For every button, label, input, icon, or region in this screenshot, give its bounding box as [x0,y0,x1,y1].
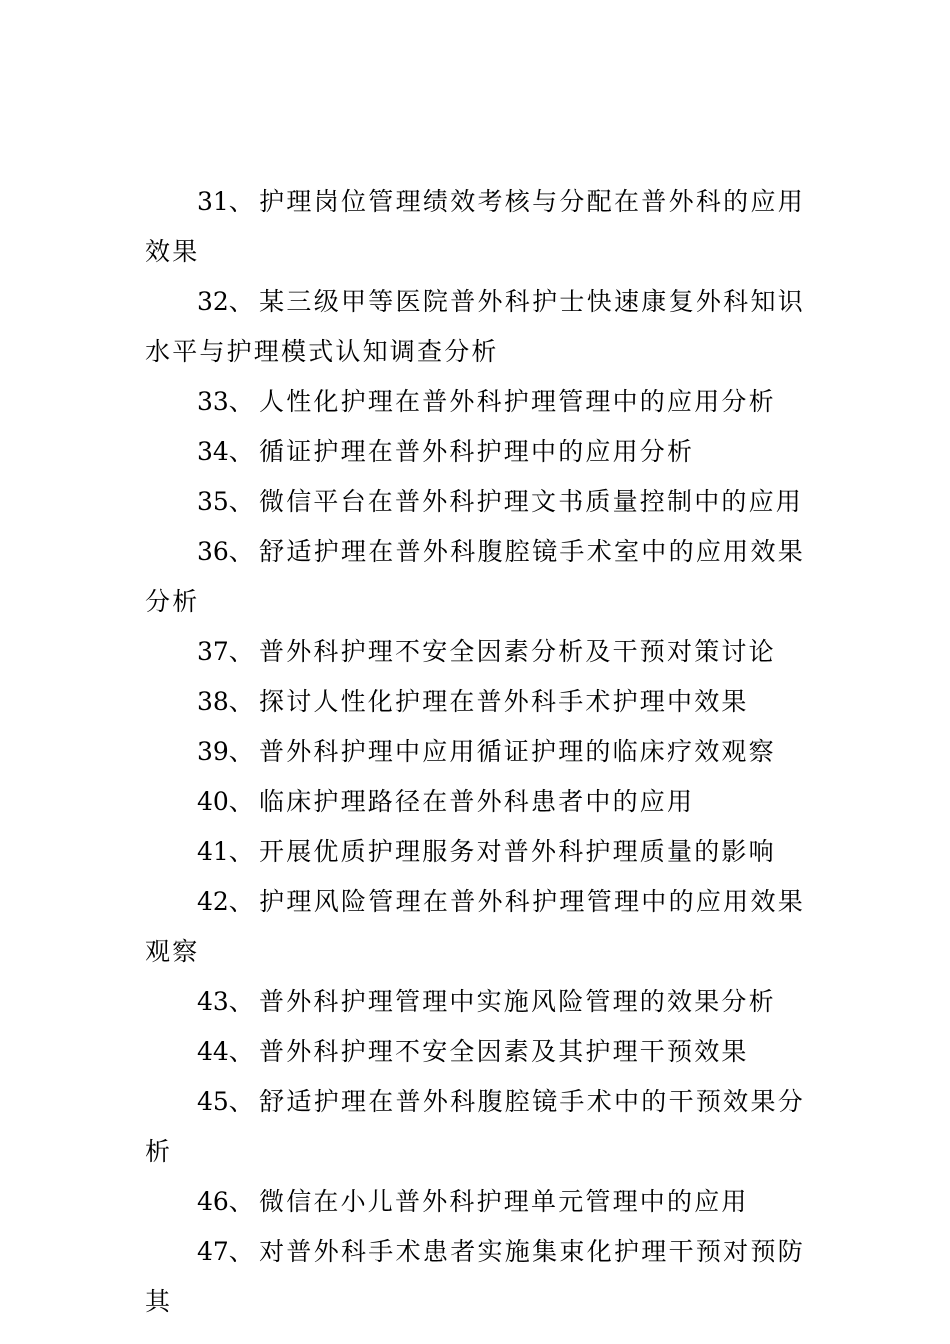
item-number: 47、 [197,1237,254,1266]
list-item [145,1027,805,1077]
item-number: 33、 [197,387,254,416]
list-item [145,377,805,427]
item-text: 舒适护理在普外科腹腔镜手术中的干预效果分析 [145,1087,805,1166]
item-number: 42、 [197,887,254,916]
item-text: 护理岗位管理绩效考核与分配在普外科的应用效果 [145,187,805,266]
reference-list [145,177,805,1327]
item-number: 37、 [197,637,254,666]
item-text: 临床护理路径在普外科患者中的应用 [259,787,695,816]
item-text: 普外科护理不安全因素分析及干预对策讨论 [259,637,776,666]
item-text: 某三级甲等医院普外科护士快速康复外科知识水平与护理模式认知调查分析 [145,287,805,366]
item-number: 36、 [197,537,254,566]
list-item [145,977,805,1027]
item-text: 舒适护理在普外科腹腔镜手术室中的应用效果分析 [145,537,805,616]
list-item [145,427,805,477]
item-number: 39、 [197,737,254,766]
item-text: 普外科护理管理中实施风险管理的效果分析 [259,987,776,1016]
item-text: 开展优质护理服务对普外科护理质量的影响 [259,837,776,866]
list-item [145,277,805,377]
item-number: 46、 [197,1187,254,1216]
item-number: 43、 [197,987,254,1016]
list-item [145,1227,805,1327]
list-item [145,477,805,527]
item-number: 34、 [197,437,254,466]
list-item [145,527,805,627]
item-text: 探讨人性化护理在普外科手术护理中效果 [259,687,749,716]
item-text: 对普外科手术患者实施集束化护理干预对预防其 [145,1237,805,1316]
item-text: 普外科护理不安全因素及其护理干预效果 [259,1037,749,1066]
item-number: 31、 [197,187,254,216]
item-number: 41、 [197,837,254,866]
item-number: 45、 [197,1087,254,1116]
list-item [145,677,805,727]
list-item [145,177,805,277]
item-text: 人性化护理在普外科护理管理中的应用分析 [259,387,776,416]
item-text: 普外科护理中应用循证护理的临床疗效观察 [259,737,776,766]
item-text: 微信在小儿普外科护理单元管理中的应用 [259,1187,749,1216]
item-text: 循证护理在普外科护理中的应用分析 [259,437,695,466]
list-item [145,1077,805,1177]
item-number: 35、 [197,487,254,516]
item-number: 44、 [197,1037,254,1066]
list-item [145,777,805,827]
list-item [145,827,805,877]
list-item [145,727,805,777]
item-number: 38、 [197,687,254,716]
list-item [145,627,805,677]
item-number: 40、 [197,787,254,816]
item-number: 32、 [197,287,254,316]
item-text: 护理风险管理在普外科护理管理中的应用效果观察 [145,887,805,966]
item-text: 微信平台在普外科护理文书质量控制中的应用 [259,487,804,516]
list-item [145,1177,805,1227]
list-item [145,877,805,977]
